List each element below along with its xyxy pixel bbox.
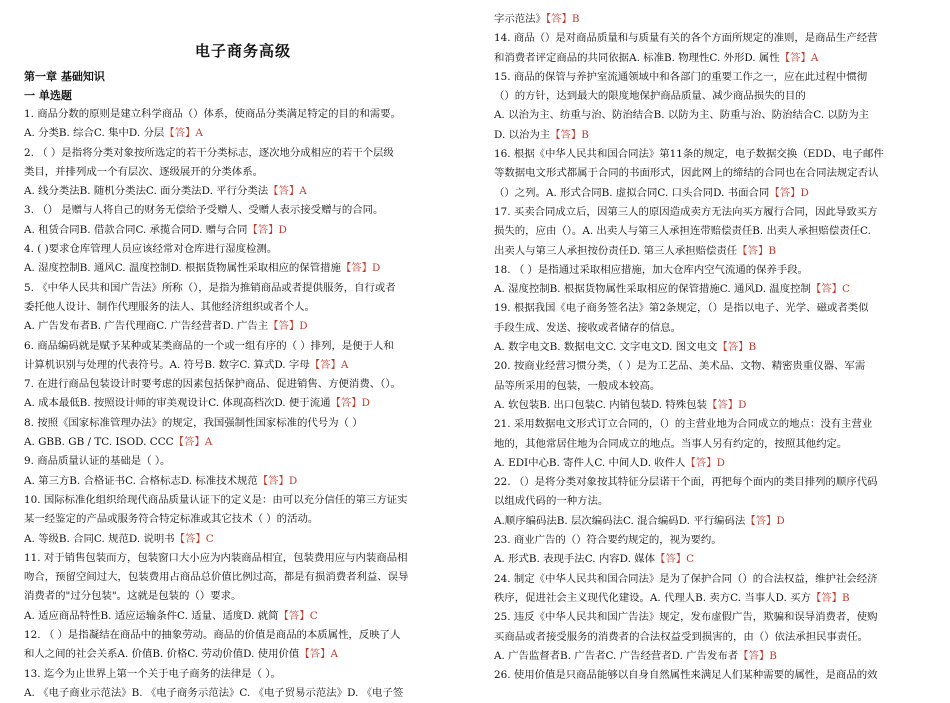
answer-mark: 【答】B	[545, 13, 580, 25]
text-line	[494, 492, 934, 511]
answer-mark: 【答】D	[247, 223, 287, 236]
text-line	[24, 221, 462, 240]
left-column	[24, 40, 462, 703]
line-text: 和人之间的社会关系A. 价值B. 价格C. 劳动价值D. 使用价值	[24, 648, 300, 661]
line-text: 手段生成、发送、接收或者储存的信息。	[494, 321, 682, 334]
line-text: 13. 迄今为止世界上第一个关于电子商务的法律是（ ）。	[24, 667, 281, 680]
line-text: A. 形式B. 表现手法C. 内容D. 媒体	[494, 553, 656, 566]
text-line	[24, 626, 462, 645]
text-line	[494, 68, 934, 87]
line-text: 计算机识别与处理的代表符号。A. 符号B. 数字C. 算式D. 字母	[24, 358, 310, 371]
text-line	[494, 531, 934, 550]
line-text: 以组成代码的一种方法。	[494, 495, 609, 508]
line-text: A. 适应商品特性B. 适应运输条件C. 适量、适度D. 就简	[24, 609, 279, 622]
line-text: A. 分类B. 综合C. 集中D. 分层	[24, 127, 165, 140]
text-line	[24, 433, 462, 452]
line-text: 20. 按商业经营习惯分类，（ ）是为工艺品、美术品、文物、精密贵重仪器、军需	[494, 360, 866, 373]
line-text: 24. 制定《中华人民共和国合同法》是为了保护合同（）的合法权益，维护社会经济	[494, 572, 878, 585]
line-text: （）的方针，达到最大的限度地保护商品质量、减少商品损失的目的	[494, 90, 806, 103]
text-line	[24, 472, 462, 491]
text-line	[24, 182, 462, 201]
line-text: A. 以治为主、纺重与治、防治结合B. 以防为主、防重与治、防治结合C. 以防为主	[494, 109, 870, 122]
answer-mark: 【答】C	[655, 553, 695, 566]
right-column	[494, 10, 934, 685]
text-line	[24, 568, 462, 587]
text-line	[494, 454, 934, 473]
line-text: 8. 按照《国家标准管理办法》的规定，我国强制性国家标准的代号为（ ）	[24, 416, 363, 429]
line-text: A. 软包装B. 出口包装C. 内销包装D. 特殊包装	[494, 398, 707, 411]
text-line	[24, 645, 462, 664]
text-line	[494, 49, 934, 68]
line-text: A. GBB. GB / TC. ISOD. CCC	[24, 436, 174, 449]
text-line	[494, 435, 934, 454]
line-text: 吻合，预留空间过大，包装费用占商品总价值比例过高，都是有损消费者利益、误导	[24, 571, 409, 584]
line-text: 买商品或者接受服务的消费者的合法权益受到损害的，由（）依法承担民事责任。	[494, 630, 869, 643]
text-line	[24, 201, 462, 220]
text-line	[24, 144, 462, 163]
answer-mark: 【答】D	[685, 456, 725, 469]
line-text: 委托他人设计、制作代理服务的法人、其他经济组织或者个人。	[24, 300, 315, 313]
text-line	[494, 415, 934, 434]
line-text: 出卖人与第三人承担按份责任D. 第三人承担赔偿责任	[494, 244, 738, 257]
text-line	[494, 338, 934, 357]
line-text: 某一经鉴定的产品或服务符合特定标准或其它技术（ ）的活动。	[24, 513, 319, 526]
line-text: A. 广告监督者B. 广告者C. 广告经营者D. 广告发布者	[494, 649, 739, 662]
line-text: D. 以治为主	[494, 128, 551, 141]
text-line	[494, 145, 934, 164]
text-line	[494, 10, 934, 29]
answer-mark: 【答】A	[164, 127, 203, 140]
answer-mark: 【答】B	[810, 591, 850, 604]
text-line	[24, 452, 462, 471]
line-text: 12. （ ）是指凝结在商品中的抽象劳动。商品的价值是商品的本质属性，反映了人	[24, 629, 401, 642]
line-text: 2. （ ）是指将分类对象按所选定的若干分类标志，逐次地分成相应的若干个层级	[24, 146, 394, 159]
text-line	[494, 357, 934, 376]
text-line	[24, 375, 462, 394]
text-line	[24, 356, 462, 375]
text-line	[494, 666, 934, 685]
answer-mark: 【答】D	[268, 320, 308, 333]
line-text: 17. 买卖合同成立后，因第三人的原因造成卖方无法向买方履行合同，因此导致买方	[494, 205, 878, 218]
line-text: A. 湿度控制B. 通风C. 温度控制D. 根据货物属性采取相应的保管措施	[24, 262, 341, 275]
line-text: （）之列。A. 形式合同B. 虚拟合同C. 口头合同D. 书面合同	[494, 186, 770, 199]
answer-mark: 【答】B	[550, 128, 589, 141]
answer-mark: 【答】B	[737, 244, 776, 257]
text-line	[494, 299, 934, 318]
line-text: 品等所采用的包装，一般成本较高。	[494, 379, 661, 392]
text-line	[494, 319, 934, 338]
text-line	[494, 396, 934, 415]
answer-mark: 【答】D	[340, 262, 381, 275]
answer-mark: 【答】A	[268, 185, 307, 198]
line-text: 秩序，促进社会主义现代化建设。A. 代理人B. 卖方C. 当事人D. 买方	[494, 591, 811, 604]
line-text: 5. 《中华人民共和国广告法》所称（），是指为推销商品或者提供服务，自行或者	[24, 281, 396, 294]
line-text: 4. ( )要求仓库管理人员应该经常对仓库进行湿度检测。	[24, 243, 278, 256]
line-text: 25. 违反《中华人民共和国广告法》规定，发布虚假广告，欺骗和误导消费者，使购	[494, 611, 878, 624]
line-text: 9. 商品质量认证的基础是（ ）。	[24, 455, 171, 468]
line-text: 6. 商品编码就是赋予某种或某类商品的一个或一组有序的（ ）排列，是便于人和	[24, 339, 394, 352]
line-text: 3. （） 是赠与人将自己的财务无偿给予受赠人、受赠人表示接受赠与的合同。	[24, 204, 384, 217]
text-line	[494, 608, 934, 627]
text-line	[24, 124, 462, 143]
text-line	[24, 240, 462, 259]
answer-mark: 【答】A	[299, 648, 338, 661]
text-line	[494, 126, 934, 145]
text-line	[24, 684, 462, 703]
answer-mark: 【答】A	[309, 358, 349, 371]
line-text: 11. 对于销售包装而方，包装窗口大小应为内装商品相宜，包装费用应与内装商品相	[24, 551, 408, 564]
text-line	[494, 570, 934, 589]
text-line	[24, 510, 462, 529]
answer-mark: 【答】D	[745, 514, 785, 527]
line-text: A.顺序编码法B. 层次编码法C. 混合编码D. 平行编码法	[494, 514, 746, 527]
text-line	[24, 163, 462, 182]
text-line	[24, 279, 462, 298]
text-line	[494, 261, 934, 280]
text-line	[494, 87, 934, 106]
text-line	[24, 394, 462, 413]
text-line	[24, 607, 462, 626]
text-line	[24, 259, 462, 278]
text-line	[494, 628, 934, 647]
text-line	[24, 491, 462, 510]
text-line	[494, 280, 934, 299]
section-heading: 一 单选题	[24, 89, 72, 102]
line-text: 损失的，应由（）。A. 出卖人与第三人承担连带赔偿责任B. 出卖人承担赔偿责任C.	[494, 225, 871, 238]
line-text: A. 线分类法B. 随机分类法C. 面分类法D. 平行分类法	[24, 185, 269, 198]
text-line	[24, 530, 462, 549]
left-question-list	[24, 105, 462, 703]
line-text: 16. 根据《中华人民共和国合同法》第11条的规定，电子数据交换（EDD、电子邮件	[494, 148, 884, 161]
line-text: 10. 国际标准化组织给现代商品质量认证下的定义是：由可以充分信任的第三方证实	[24, 493, 408, 506]
text-line	[494, 203, 934, 222]
text-line	[494, 473, 934, 492]
answer-mark: 【答】B	[717, 341, 757, 354]
line-text: A. 广告发布者B. 广告代理商C. 广告经营者D. 广告主	[24, 320, 269, 333]
line-text: 19. 根据我国《电子商务签名法》第2条规定，（）是指以电子、光学、磁或者类似	[494, 302, 869, 315]
text-line	[494, 647, 934, 666]
line-text: 26. 使用价值是只商品能够以自身自然属性来满足人们某种需要的属性，是商品的效	[494, 669, 878, 682]
text-line	[494, 377, 934, 396]
text-line	[494, 242, 934, 261]
text-line	[24, 549, 462, 568]
answer-mark: 【答】D	[706, 398, 747, 411]
answer-mark: 【答】D	[330, 397, 370, 410]
text-line	[494, 222, 934, 241]
right-question-list	[494, 10, 934, 685]
answer-mark: 【答】C	[174, 532, 214, 545]
text-line	[24, 337, 462, 356]
text-line	[24, 298, 462, 317]
line-text: A. 《电子商业示范法》B. 《电子商务示范法》C. 《电子贸易示范法》D. 《电子签	[24, 686, 404, 699]
text-line	[24, 587, 462, 606]
line-text: 23. 商业广告的（）符合要约规定的，视为要约。	[494, 534, 722, 547]
line-text: A. 等级B. 合同C. 规范D. 说明书	[24, 532, 175, 545]
answer-mark: 【答】D	[769, 186, 809, 199]
page-title: 电子商务高级	[194, 42, 291, 60]
text-line	[24, 414, 462, 433]
line-text: 等数据电文形式都属于合同的书面形式，因此网上的缔结的合同也在合同法规定否认	[494, 167, 879, 180]
answer-mark: 【答】A	[173, 436, 213, 449]
line-text: A. 第三方B. 合格证书C. 合格标志D. 标准技术规范	[24, 474, 258, 487]
text-line	[494, 164, 934, 183]
text-line	[24, 665, 462, 684]
line-text: A. 数字电文B. 数据电文C. 文字电文D. 图文电文	[494, 341, 718, 354]
line-text: 和消费者评定商品的共同依据A. 标准B. 物理性C. 外形D. 属性	[494, 51, 780, 64]
line-text: A. 租赁合同B. 借款合同C. 承揽合同D. 赠与合同	[24, 223, 248, 236]
line-text: 7. 在进行商品包装设计时要考虑的因素包括保护商品、促进销售、方便消费、（）。	[24, 378, 401, 391]
text-line	[494, 29, 934, 48]
line-text: A. 成本最低B. 按照设计师的审美观设计C. 体现高档次D. 便于流通	[24, 397, 331, 410]
line-text: 字示范法》	[494, 13, 546, 25]
line-text: 消费者的"过分包装"。这就是包装的（）要求。	[24, 590, 242, 603]
answer-mark: 【答】C	[810, 283, 850, 296]
text-line	[494, 589, 934, 608]
line-text: 14. 商品（）是对商品质量和与质量有关的各个方面所规定的准则，是商品生产经营	[494, 32, 878, 45]
text-line	[494, 550, 934, 569]
line-text: 22. （）是将分类对象按其特征分层诺干个面，再把每个面内的类目排列的顺序代码	[494, 476, 878, 489]
line-text: 15. 商品的保管与养护室流通领域中和各部门的重要工作之一，应在此过程中惯彻	[494, 70, 868, 83]
text-line	[494, 106, 934, 125]
line-text: 21. 采用数据电文形式订立合同的，（）的主营业地为合同成立的地点：没有主营业	[494, 418, 873, 431]
text-line	[24, 105, 462, 124]
line-text: A. EDI中心B. 寄件人C. 中间人D. 收件人	[494, 456, 686, 469]
chapter-heading: 第一章 基础知识	[24, 70, 105, 83]
line-text: 1. 商品分数的原则是建立科学商品（）体系，使商品分类满足特定的目的和需要。	[24, 108, 401, 120]
line-text: 类目，并排列成一个有层次、逐级展开的分类体系。	[24, 165, 263, 178]
answer-mark: 【答】B	[738, 649, 777, 662]
text-line	[494, 184, 934, 203]
line-text: 18. （ ）是指通过采取相应措施，加大仓库内空气流通的保养手段。	[494, 263, 809, 276]
text-line	[24, 317, 462, 336]
answer-mark: 【答】A	[779, 51, 819, 64]
line-text: A. 湿度控制B. 根据货物属性采取相应的保管措施C. 通风D. 温度控制	[494, 283, 811, 296]
answer-mark: 【答】D	[257, 474, 298, 487]
line-text: 地的，其他常居住地为合同成立的地点。当事人另有约定的，按照其他约定。	[494, 437, 848, 450]
answer-mark: 【答】C	[278, 609, 318, 622]
text-line	[494, 512, 934, 531]
